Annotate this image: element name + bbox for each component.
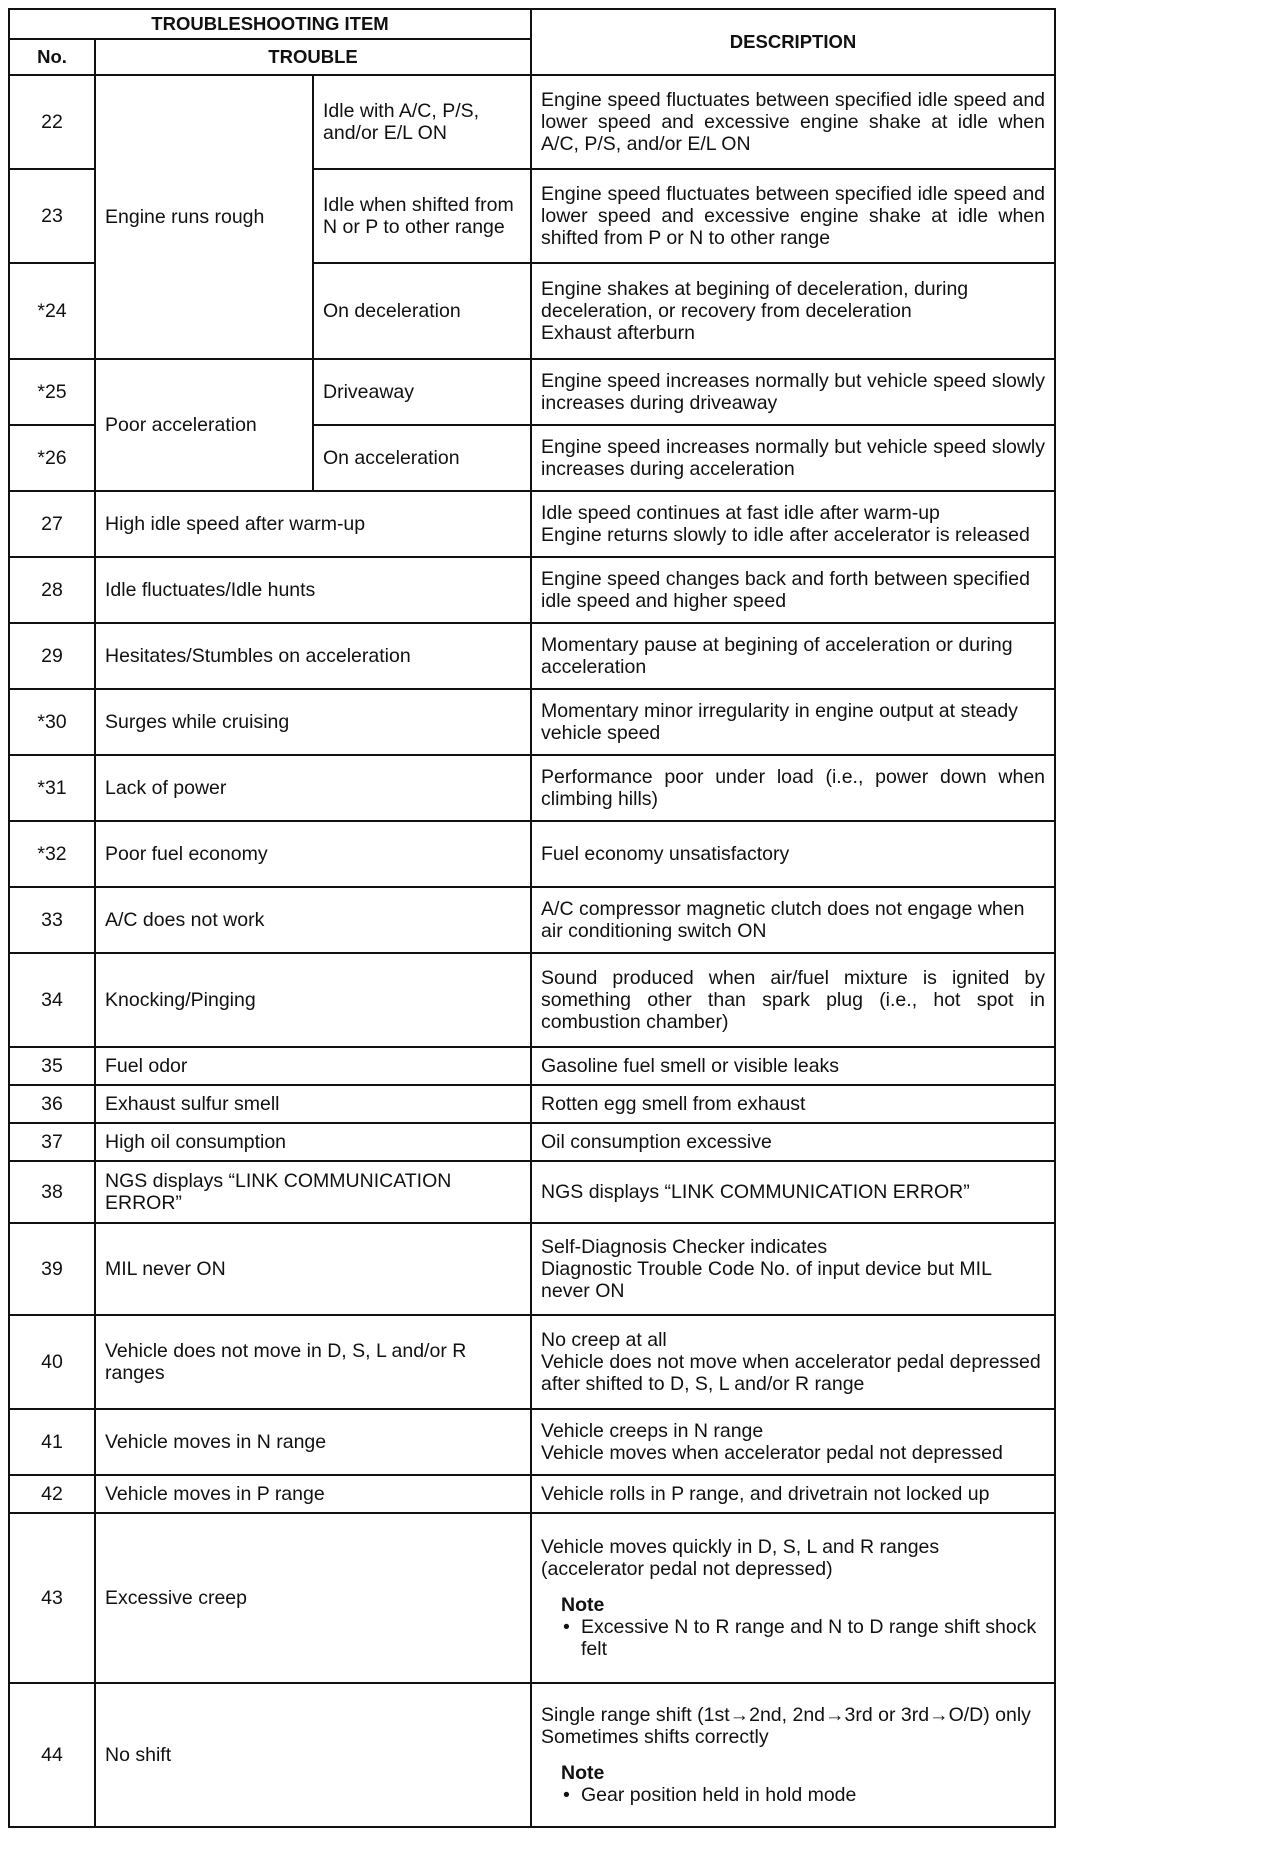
description-line: Self-Diagnosis Checker indicates xyxy=(541,1236,828,1258)
description-cell xyxy=(531,1047,1055,1085)
description-cell xyxy=(531,1513,1055,1683)
row-number: 40 xyxy=(9,1315,95,1409)
trouble-cell: A/C does not work xyxy=(95,887,531,953)
trouble-cell: MIL never ON xyxy=(95,1223,531,1315)
trouble-cell: Knocking/Pinging xyxy=(95,953,531,1047)
table-row xyxy=(9,359,1055,425)
trouble-cell: Exhaust sulfur smell xyxy=(95,1085,531,1123)
row-number: 23 xyxy=(9,169,95,263)
description-cell xyxy=(531,1315,1055,1409)
trouble-condition: Idle when shifted from N or P to other range xyxy=(313,169,531,263)
description-cell xyxy=(531,425,1055,491)
description-line: Fuel economy unsatisfactory xyxy=(541,843,790,865)
description-line: Sometimes shifts correctly xyxy=(541,1726,769,1748)
trouble-cell: NGS displays “LINK COMMUNICATION ERROR” xyxy=(95,1161,531,1223)
description-line: Engine speed changes back and forth between specified idle speed and higher speed xyxy=(541,568,1030,612)
description-cell xyxy=(531,821,1055,887)
description-line: Performance poor under load (i.e., power down when climbing hills) xyxy=(541,766,1046,810)
description-line: Sound produced when air/fuel mixture is ignited by something other than spark plug (i.e., hot spot in combustion chamber) xyxy=(541,967,1046,1033)
row-number: *32 xyxy=(9,821,95,887)
note-bullet-item: • Excessive N to R range and N to D range shift shock felt xyxy=(561,1616,1045,1660)
description-cell xyxy=(531,359,1055,425)
row-number: 29 xyxy=(9,623,95,689)
table-row xyxy=(9,1475,1055,1513)
trouble-cell: Vehicle moves in N range xyxy=(95,1409,531,1475)
header-trouble: TROUBLE xyxy=(95,39,531,75)
table-row xyxy=(9,1513,1055,1683)
description-line: Engine speed fluctuates between specified idle speed and lower speed and excessive engine shake at idle when shifted from P or N to other range xyxy=(541,183,1046,249)
trouble-cell: Fuel odor xyxy=(95,1047,531,1085)
trouble-cell: Poor fuel economy xyxy=(95,821,531,887)
description-line: Gasoline fuel smell or visible leaks xyxy=(541,1055,840,1077)
description-cell xyxy=(531,887,1055,953)
row-number: *30 xyxy=(9,689,95,755)
description-line: A/C compressor magnetic clutch does not engage when air conditioning switch ON xyxy=(541,898,1025,942)
description-cell xyxy=(531,623,1055,689)
table-row xyxy=(9,1315,1055,1409)
table-row xyxy=(9,75,1055,169)
header-no: No. xyxy=(9,39,95,75)
description-line: Vehicle does not move when accelerator pedal depressed after shifted to D, S, L and/or R range xyxy=(541,1351,1041,1395)
trouble-condition: On acceleration xyxy=(313,425,531,491)
trouble-group-poor-acceleration: Poor acceleration xyxy=(95,359,313,491)
description-cell xyxy=(531,169,1055,263)
description-cell xyxy=(531,755,1055,821)
row-number: 39 xyxy=(9,1223,95,1315)
table-row xyxy=(9,623,1055,689)
description-cell xyxy=(531,1683,1055,1827)
row-number: *31 xyxy=(9,755,95,821)
row-number: 41 xyxy=(9,1409,95,1475)
row-number: 27 xyxy=(9,491,95,557)
note-title: Note xyxy=(561,1762,605,1784)
description-cell xyxy=(531,1475,1055,1513)
description-cell xyxy=(531,953,1055,1047)
table-row xyxy=(9,1223,1055,1315)
table-row xyxy=(9,1085,1055,1123)
description-line: Single range shift (1st→2nd, 2nd→3rd or 3rd→O/D) only xyxy=(541,1704,1031,1726)
table-row xyxy=(9,1047,1055,1085)
description-cell xyxy=(531,75,1055,169)
description-cell xyxy=(531,1085,1055,1123)
trouble-condition: Idle with A/C, P/S, and/or E/L ON xyxy=(313,75,531,169)
row-number: *24 xyxy=(9,263,95,359)
trouble-cell: Excessive creep xyxy=(95,1513,531,1683)
row-number: 28 xyxy=(9,557,95,623)
trouble-cell: Vehicle moves in P range xyxy=(95,1475,531,1513)
row-number: 36 xyxy=(9,1085,95,1123)
description-line: Idle speed continues at fast idle after warm-up xyxy=(541,502,940,524)
table-row xyxy=(9,1123,1055,1161)
table-row xyxy=(9,887,1055,953)
row-number: 43 xyxy=(9,1513,95,1683)
row-number: *26 xyxy=(9,425,95,491)
trouble-group-engine-runs-rough: Engine runs rough xyxy=(95,75,313,359)
trouble-cell: Idle fluctuates/Idle hunts xyxy=(95,557,531,623)
description-line: NGS displays “LINK COMMUNICATION ERROR” xyxy=(541,1181,970,1203)
trouble-condition: Driveaway xyxy=(313,359,531,425)
description-cell xyxy=(531,689,1055,755)
trouble-cell: Lack of power xyxy=(95,755,531,821)
description-line: Vehicle moves quickly in D, S, L and R ranges (accelerator pedal not depressed) xyxy=(541,1536,940,1580)
trouble-cell: Hesitates/Stumbles on acceleration xyxy=(95,623,531,689)
description-line: Diagnostic Trouble Code No. of input device but MIL never ON xyxy=(541,1258,992,1302)
row-number: 38 xyxy=(9,1161,95,1223)
row-number: 42 xyxy=(9,1475,95,1513)
description-cell xyxy=(531,557,1055,623)
description-line: Engine returns slowly to idle after accelerator is released xyxy=(541,524,1030,546)
note-title: Note xyxy=(561,1594,605,1616)
table-row xyxy=(9,689,1055,755)
description-cell xyxy=(531,1409,1055,1475)
description-line: Engine speed increases normally but vehicle speed slowly increases during acceleration xyxy=(541,436,1046,480)
note-bullet-item: • Gear position held in hold mode xyxy=(561,1784,1045,1806)
description-line: Engine shakes at begining of deceleration, during deceleration, or recovery from deceleration xyxy=(541,278,969,322)
description-line: Vehicle rolls in P range, and drivetrain not locked up xyxy=(541,1483,990,1505)
trouble-cell: High idle speed after warm-up xyxy=(95,491,531,557)
row-number: 34 xyxy=(9,953,95,1047)
row-number: 22 xyxy=(9,75,95,169)
table-row xyxy=(9,557,1055,623)
description-line: Exhaust afterburn xyxy=(541,322,695,344)
description-cell xyxy=(531,263,1055,359)
trouble-cell: Surges while cruising xyxy=(95,689,531,755)
description-line: No creep at all xyxy=(541,1329,667,1351)
trouble-condition: On deceleration xyxy=(313,263,531,359)
description-line: Vehicle moves when accelerator pedal not depressed xyxy=(541,1442,1003,1464)
description-cell xyxy=(531,1123,1055,1161)
description-cell xyxy=(531,1223,1055,1315)
row-number: 37 xyxy=(9,1123,95,1161)
description-cell xyxy=(531,491,1055,557)
troubleshooting-table xyxy=(8,8,1056,1828)
row-number: 44 xyxy=(9,1683,95,1827)
table-row xyxy=(9,1683,1055,1827)
header-description: DESCRIPTION xyxy=(531,9,1055,75)
description-line: Momentary pause at begining of acceleration or during acceleration xyxy=(541,634,1013,678)
row-number: 33 xyxy=(9,887,95,953)
trouble-cell: High oil consumption xyxy=(95,1123,531,1161)
table-row xyxy=(9,1161,1055,1223)
description-line: Vehicle creeps in N range xyxy=(541,1420,764,1442)
trouble-cell: No shift xyxy=(95,1683,531,1827)
table-row xyxy=(9,1409,1055,1475)
row-number: 35 xyxy=(9,1047,95,1085)
description-line: Engine speed fluctuates between specified idle speed and lower speed and excessive engine shake at idle when A/C, P/S, and/or E/L ON xyxy=(541,89,1046,155)
description-line: Oil consumption excessive xyxy=(541,1131,772,1153)
description-line: Rotten egg smell from exhaust xyxy=(541,1093,806,1115)
table-row xyxy=(9,755,1055,821)
description-cell xyxy=(531,1161,1055,1223)
description-line: Engine speed increases normally but vehicle speed slowly increases during driveaway xyxy=(541,370,1046,414)
row-number: *25 xyxy=(9,359,95,425)
table-row xyxy=(9,491,1055,557)
table-row xyxy=(9,953,1055,1047)
description-line: Momentary minor irregularity in engine output at steady vehicle speed xyxy=(541,700,1018,744)
table-row xyxy=(9,821,1055,887)
header-troubleshooting-item: TROUBLESHOOTING ITEM xyxy=(9,9,531,39)
trouble-cell: Vehicle does not move in D, S, L and/or R ranges xyxy=(95,1315,531,1409)
